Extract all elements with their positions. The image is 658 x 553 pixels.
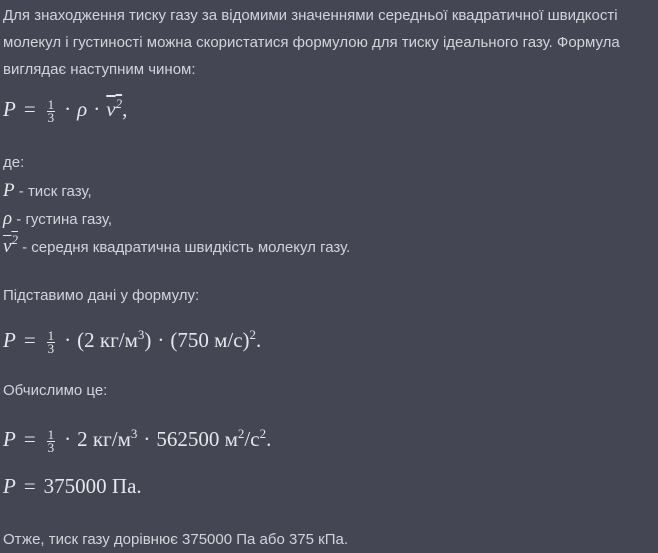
intro-text: Для знаходження тиску газу за відомими значеннями середньої квадратичної швидкості молекул і густиності можна скористатися формулою для тиску ідеального газу. Формула виглядає наступним чином: — [3, 7, 620, 78]
formula-pressure: P = $\frac{1}{3}$ · $\rho \cdot v^2$, — [3, 96, 128, 125]
equals-sign: = — [23, 97, 36, 121]
definition-v2: $v^2$ - середня квадратична швидкість молекул газу. — [3, 232, 351, 257]
formula-result: P = 375000 Па. — [3, 474, 142, 498]
conclusion-text: Отже, тиск газу дорівнює 375000 Па або 375 кПа. — [3, 531, 349, 548]
formula-substituted: P = $\frac{1}{3}$ · (2 $кг/м^3) \cdot (750$ м/с)$^2$. — [3, 327, 262, 356]
mean-square-velocity: $v^2$ — [106, 96, 123, 121]
symbol-rho: ρ — [77, 97, 88, 121]
definition-rho: ρ - густина газу, — [3, 208, 112, 229]
fraction: $\frac{1}{3}$ — [47, 96, 55, 125]
where-label: де: — [3, 154, 25, 171]
formula-computed: P = $\frac{1}{3}$ · 2 $кг/м^3 \cdot 562500$ $м^2/с^2$. — [3, 426, 272, 455]
definition-p: P - тиск газу, — [3, 180, 92, 201]
substitute-text: Підставимо дані у формулу: — [3, 287, 200, 304]
symbol-p: P — [3, 97, 16, 121]
compute-text: Обчислимо це: — [3, 382, 108, 399]
